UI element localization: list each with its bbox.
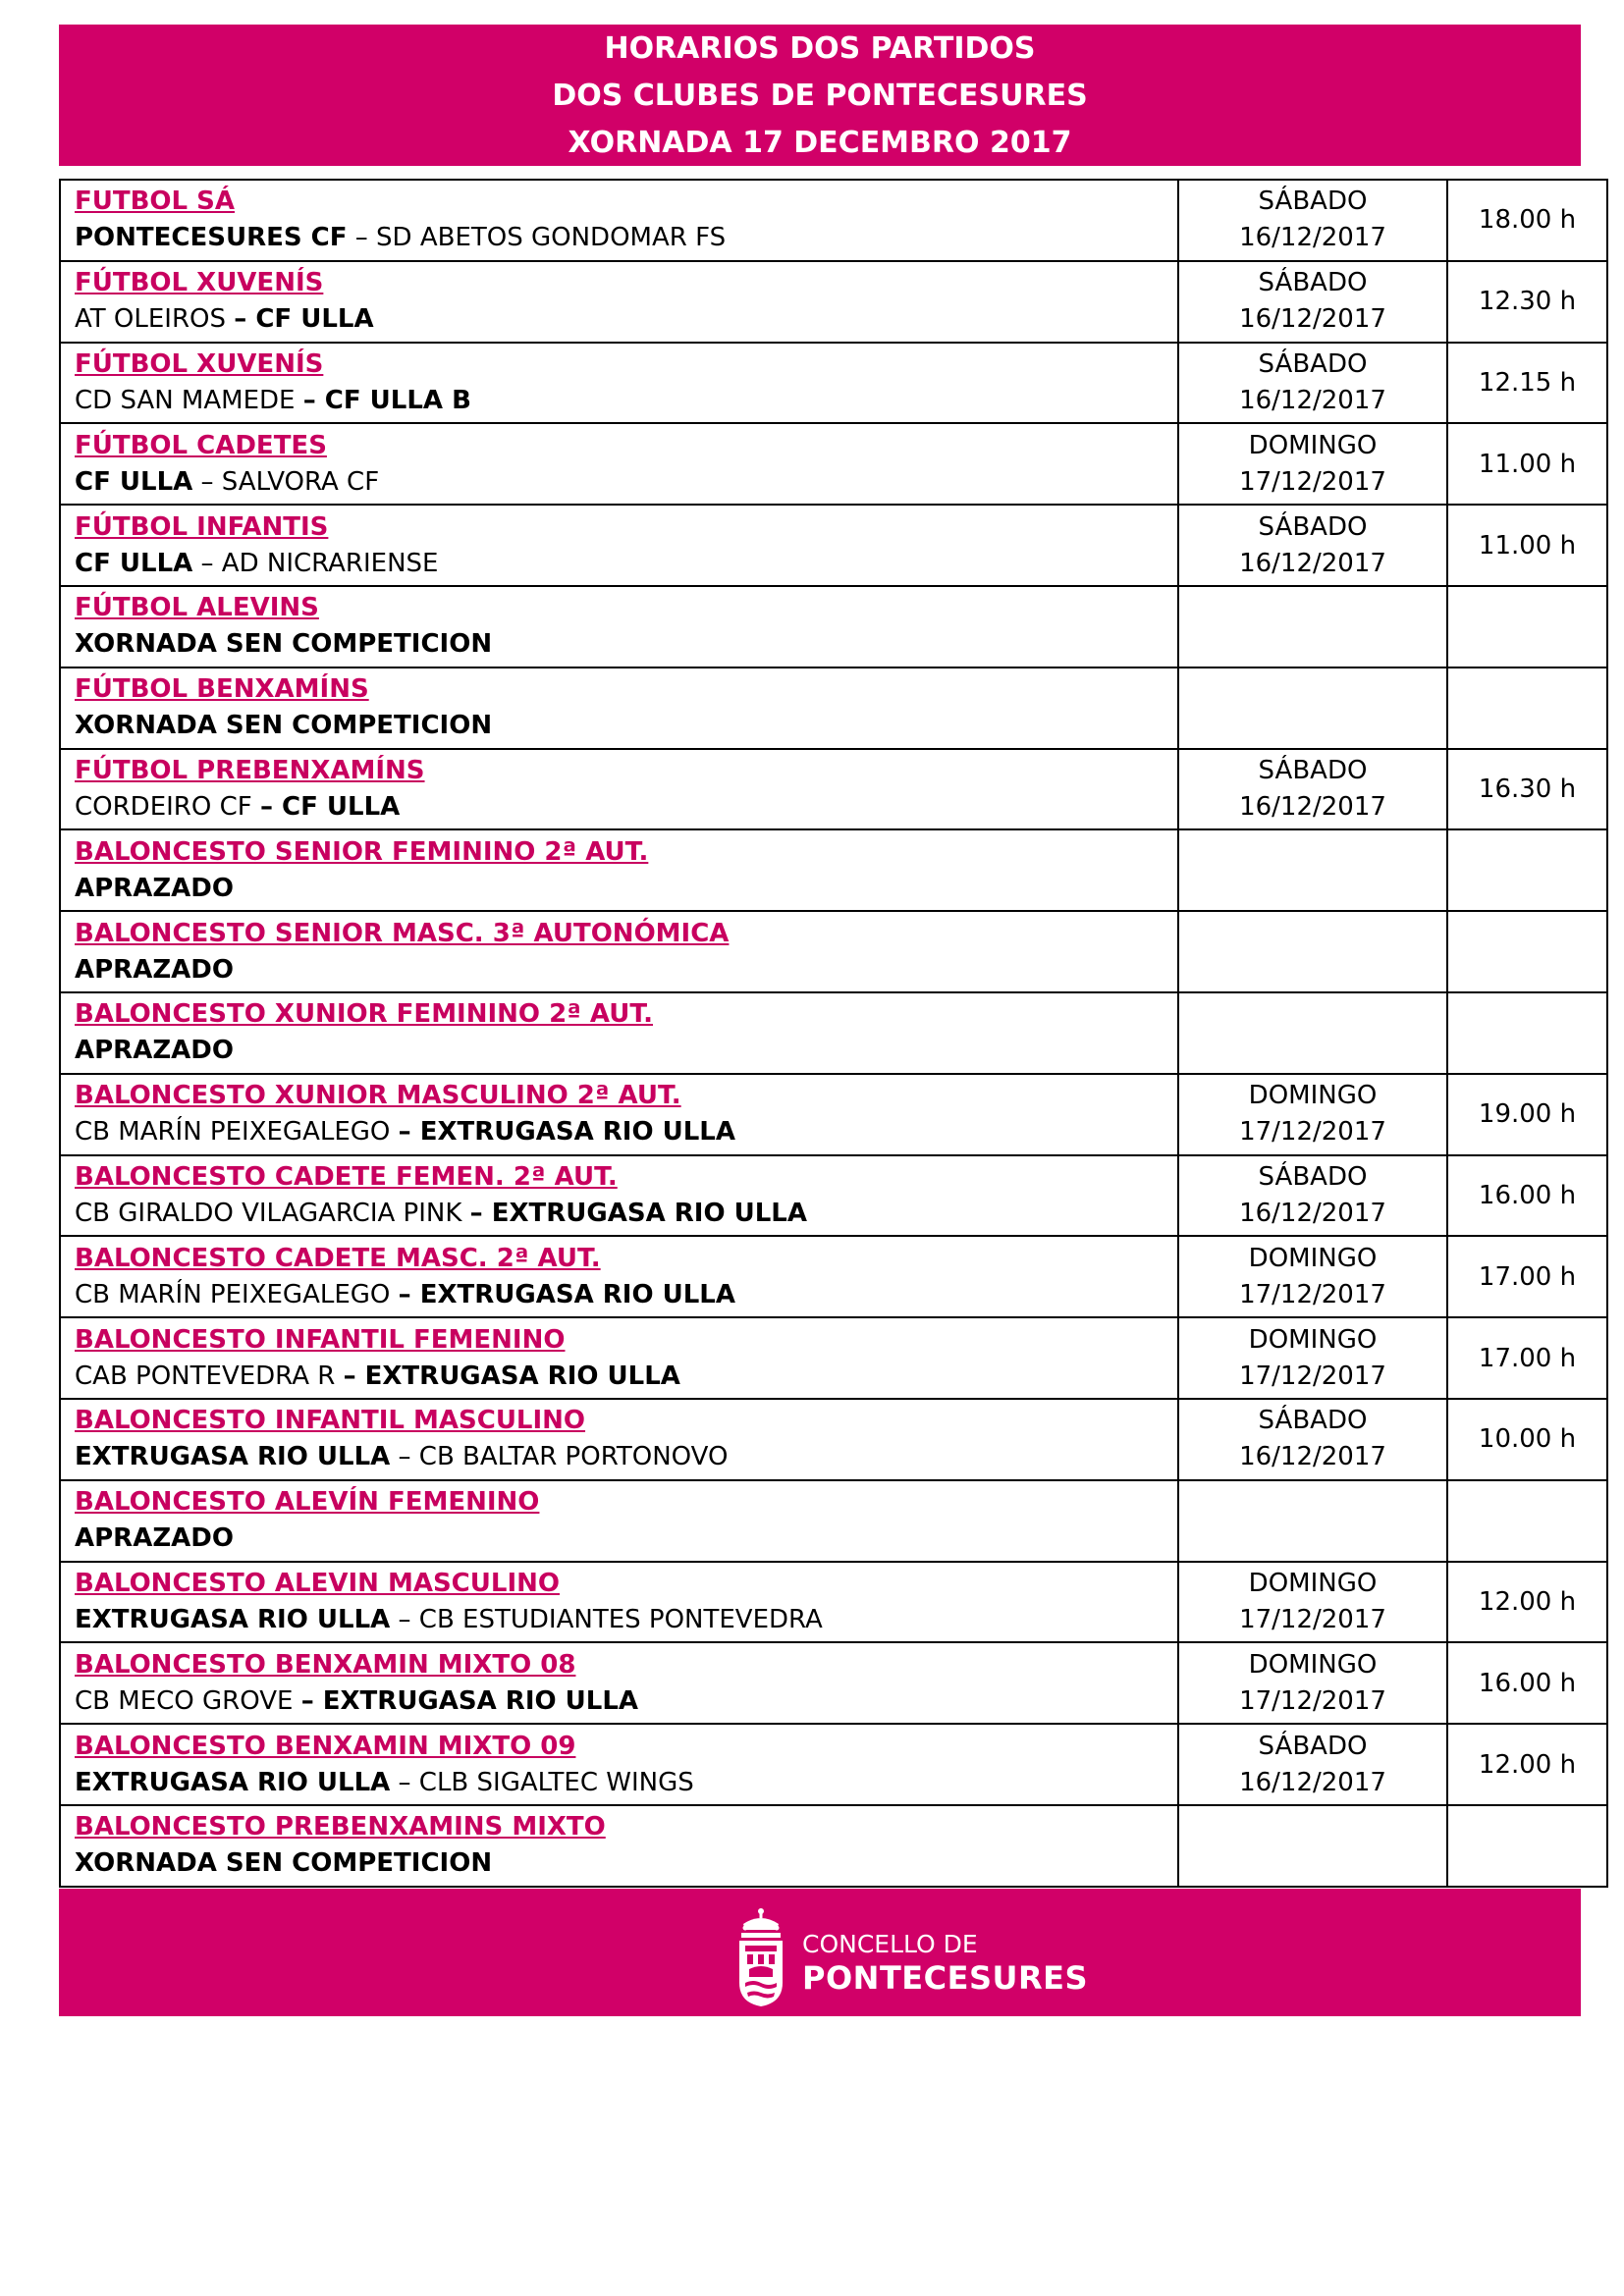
day-date-cell <box>1178 1155 1447 1237</box>
teams-text <box>75 546 1177 582</box>
match-cell <box>60 992 1178 1074</box>
footer-council-name <box>802 1930 1088 1997</box>
day-date-cell <box>1178 1399 1447 1480</box>
category-link[interactable]: FÚTBOL BENXAMÍNS <box>75 674 369 705</box>
team-segment: – EXTRUGASA RIO ULLA <box>343 1361 680 1391</box>
teams-text <box>75 1683 1177 1720</box>
weekday-text: DOMINGO <box>1248 1324 1378 1355</box>
match-cell <box>60 1236 1178 1317</box>
teams-text <box>75 708 1177 744</box>
date-text: 16/12/2017 <box>1239 1198 1386 1228</box>
match-cell <box>60 1317 1178 1399</box>
time-cell <box>1447 1805 1607 1887</box>
match-cell <box>60 1074 1178 1155</box>
table-row <box>60 1562 1607 1643</box>
match-cell <box>60 505 1178 586</box>
category-link[interactable]: FÚTBOL INFANTIS <box>75 511 329 542</box>
team-segment: CB GIRALDO VILAGARCIA PINK <box>75 1198 470 1228</box>
match-cell <box>60 829 1178 911</box>
teams-text <box>75 871 1177 907</box>
table-row <box>60 749 1607 830</box>
team-segment: – AD NICRARIENSE <box>192 548 439 578</box>
weekday-text: SÁBADO <box>1258 1406 1368 1436</box>
day-date-cell <box>1178 829 1447 911</box>
teams-text <box>75 1277 1177 1313</box>
category-link[interactable]: FÚTBOL XUVENÍS <box>75 268 324 298</box>
date-text: 16/12/2017 <box>1239 791 1386 822</box>
team-segment: PONTECESURES CF <box>75 223 348 253</box>
table-row <box>60 505 1607 586</box>
teams-text <box>75 383 1177 419</box>
date-text: 16/12/2017 <box>1239 223 1386 253</box>
teams-text <box>75 1521 1177 1557</box>
time-cell: 11.00 h <box>1447 423 1607 505</box>
date-text: 17/12/2017 <box>1239 1117 1386 1148</box>
date-text: 16/12/2017 <box>1239 548 1386 578</box>
teams-text <box>75 1196 1177 1232</box>
header-banner <box>59 25 1581 166</box>
match-cell <box>60 586 1178 667</box>
team-segment: CORDEIRO CF <box>75 791 260 822</box>
team-segment: – EXTRUGASA RIO ULLA <box>469 1198 807 1228</box>
weekday-text: SÁBADO <box>1258 1161 1368 1192</box>
team-segment: EXTRUGASA RIO ULLA <box>75 1442 391 1472</box>
date-text: 16/12/2017 <box>1239 304 1386 335</box>
footer-line1: CONCELLO DE <box>802 1930 978 1958</box>
time-cell: 12.00 h <box>1447 1562 1607 1643</box>
match-cell <box>60 667 1178 749</box>
weekday-text: DOMINGO <box>1248 1081 1378 1111</box>
date-text: 16/12/2017 <box>1239 1767 1386 1797</box>
team-segment: CB MARÍN PEIXEGALEGO <box>75 1117 399 1148</box>
day-date-cell <box>1178 1480 1447 1562</box>
team-segment: EXTRUGASA RIO ULLA <box>75 1767 391 1797</box>
time-cell: 19.00 h <box>1447 1074 1607 1155</box>
team-segment: – SALVORA CF <box>192 466 380 497</box>
date-text: 17/12/2017 <box>1239 466 1386 497</box>
time-cell: 12.15 h <box>1447 343 1607 424</box>
time-cell: 16.00 h <box>1447 1155 1607 1237</box>
category-link[interactable]: FÚTBOL CADETES <box>75 430 327 460</box>
match-cell <box>60 423 1178 505</box>
team-segment: CD SAN MAMEDE <box>75 385 303 415</box>
table-row <box>60 1724 1607 1805</box>
time-cell: 12.30 h <box>1447 261 1607 343</box>
table-row <box>60 1399 1607 1480</box>
time-cell: 18.00 h <box>1447 180 1607 261</box>
day-date-cell <box>1178 261 1447 343</box>
team-segment: CB MARÍN PEIXEGALEGO <box>75 1279 399 1309</box>
match-cell <box>60 1562 1178 1643</box>
category-link[interactable]: BALONCESTO ALEVIN MASCULINO <box>75 1568 560 1598</box>
time-cell: 16.00 h <box>1447 1642 1607 1724</box>
day-date-cell <box>1178 911 1447 992</box>
weekday-text: SÁBADO <box>1258 1731 1368 1761</box>
header-title-line1: HORARIOS DOS PARTIDOS <box>604 31 1036 66</box>
team-segment: CAB PONTEVEDRA R <box>75 1361 344 1391</box>
match-cell <box>60 1155 1178 1237</box>
category-link[interactable]: BALONCESTO BENXAMIN MIXTO 08 <box>75 1649 576 1680</box>
team-segment: – CF ULLA <box>259 791 401 822</box>
teams-text <box>75 301 1177 338</box>
teams-text <box>75 1359 1177 1395</box>
table-row <box>60 911 1607 992</box>
category-link[interactable]: BALONCESTO SENIOR MASC. 3ª AUTONÓMICA <box>75 918 730 948</box>
category-link[interactable]: FÚTBOL PREBENXAMÍNS <box>75 755 425 785</box>
team-segment: – EXTRUGASA RIO ULLA <box>398 1279 735 1309</box>
category-link[interactable]: FÚTBOL ALEVINS <box>75 593 319 623</box>
footer-line2: PONTECESURES <box>802 1959 1089 1997</box>
teams-text <box>75 220 1177 256</box>
weekday-text: DOMINGO <box>1248 1568 1378 1598</box>
time-cell: 10.00 h <box>1447 1399 1607 1480</box>
town-crest-icon <box>731 1906 790 2009</box>
team-segment: AT OLEIROS <box>75 304 235 335</box>
team-segment: APRAZADO <box>75 1523 234 1554</box>
time-cell: 17.00 h <box>1447 1236 1607 1317</box>
team-segment: XORNADA SEN COMPETICION <box>75 1848 493 1879</box>
table-row <box>60 992 1607 1074</box>
day-date-cell <box>1178 1317 1447 1399</box>
table-row <box>60 180 1607 261</box>
date-text: 16/12/2017 <box>1239 385 1386 415</box>
time-cell <box>1447 667 1607 749</box>
time-cell: 16.30 h <box>1447 749 1607 830</box>
day-date-cell <box>1178 1642 1447 1724</box>
day-date-cell <box>1178 749 1447 830</box>
date-text: 17/12/2017 <box>1239 1604 1386 1634</box>
team-segment: – CB BALTAR PORTONOVO <box>390 1442 729 1472</box>
match-cell <box>60 1724 1178 1805</box>
team-segment: – EXTRUGASA RIO ULLA <box>300 1685 639 1716</box>
day-date-cell <box>1178 505 1447 586</box>
weekday-text: SÁBADO <box>1258 348 1368 379</box>
day-date-cell <box>1178 1724 1447 1805</box>
category-link[interactable]: BALONCESTO ALEVÍN FEMENINO <box>75 1487 540 1518</box>
category-link[interactable]: BALONCESTO XUNIOR MASCULINO 2ª AUT. <box>75 1081 681 1111</box>
date-text: 16/12/2017 <box>1239 1442 1386 1472</box>
schedule-body <box>60 180 1607 1887</box>
date-text: 17/12/2017 <box>1239 1279 1386 1309</box>
table-row <box>60 1155 1607 1237</box>
time-cell <box>1447 911 1607 992</box>
match-cell <box>60 180 1178 261</box>
team-segment: CB MECO GROVE <box>75 1685 301 1716</box>
team-segment: XORNADA SEN COMPETICION <box>75 629 493 660</box>
category-link[interactable]: FÚTBOL XUVENÍS <box>75 348 324 379</box>
team-segment: – SD ABETOS GONDOMAR FS <box>347 223 727 253</box>
header-title-line3: XORNADA 17 DECEMBRO 2017 <box>568 126 1072 160</box>
team-segment: – CF ULLA <box>234 304 374 335</box>
category-link[interactable]: FUTBOL SÁ <box>75 187 235 217</box>
weekday-text: SÁBADO <box>1258 187 1368 217</box>
category-link[interactable]: BALONCESTO CADETE MASC. 2ª AUT. <box>75 1243 601 1273</box>
team-segment: APRAZADO <box>75 954 234 985</box>
table-row <box>60 667 1607 749</box>
team-segment: APRAZADO <box>75 1036 234 1066</box>
category-link[interactable]: BALONCESTO CADETE FEMEN. 2ª AUT. <box>75 1161 618 1192</box>
time-cell <box>1447 1480 1607 1562</box>
table-row <box>60 261 1607 343</box>
teams-text <box>75 1765 1177 1801</box>
table-row <box>60 343 1607 424</box>
match-cell <box>60 1399 1178 1480</box>
weekday-text: DOMINGO <box>1248 1649 1378 1680</box>
day-date-cell <box>1178 1236 1447 1317</box>
weekday-text: SÁBADO <box>1258 755 1368 785</box>
day-date-cell <box>1178 343 1447 424</box>
category-link[interactable]: BALONCESTO SENIOR FEMININO 2ª AUT. <box>75 836 649 867</box>
day-date-cell <box>1178 1805 1447 1887</box>
weekday-text: SÁBADO <box>1258 511 1368 542</box>
weekday-text: SÁBADO <box>1258 268 1368 298</box>
category-link[interactable]: BALONCESTO INFANTIL MASCULINO <box>75 1406 586 1436</box>
date-text: 17/12/2017 <box>1239 1361 1386 1391</box>
team-segment: APRAZADO <box>75 873 234 903</box>
teams-text <box>75 1439 1177 1475</box>
category-link[interactable]: BALONCESTO PREBENXAMINS MIXTO <box>75 1812 606 1842</box>
date-text: 17/12/2017 <box>1239 1685 1386 1716</box>
day-date-cell <box>1178 1074 1447 1155</box>
weekday-text: DOMINGO <box>1248 1243 1378 1273</box>
match-cell <box>60 343 1178 424</box>
match-cell <box>60 1805 1178 1887</box>
table-row <box>60 1480 1607 1562</box>
match-cell <box>60 911 1178 992</box>
day-date-cell <box>1178 992 1447 1074</box>
match-cell <box>60 1480 1178 1562</box>
table-row <box>60 1074 1607 1155</box>
team-segment: – CF ULLA B <box>302 385 471 415</box>
match-schedule-table <box>59 179 1608 1888</box>
category-link[interactable]: BALONCESTO BENXAMIN MIXTO 09 <box>75 1731 576 1761</box>
time-cell <box>1447 992 1607 1074</box>
day-date-cell <box>1178 1562 1447 1643</box>
match-cell <box>60 1642 1178 1724</box>
teams-text <box>75 626 1177 663</box>
time-cell <box>1447 829 1607 911</box>
team-segment: XORNADA SEN COMPETICION <box>75 711 493 741</box>
time-cell: 12.00 h <box>1447 1724 1607 1805</box>
table-row <box>60 423 1607 505</box>
day-date-cell <box>1178 423 1447 505</box>
teams-text <box>75 1845 1177 1882</box>
table-row <box>60 1642 1607 1724</box>
header-title-line2: DOS CLUBES DE PONTECESURES <box>552 79 1088 113</box>
match-cell <box>60 749 1178 830</box>
category-link[interactable]: BALONCESTO INFANTIL FEMENINO <box>75 1324 566 1355</box>
category-link[interactable]: BALONCESTO XUNIOR FEMININO 2ª AUT. <box>75 999 653 1030</box>
time-cell <box>1447 586 1607 667</box>
day-date-cell <box>1178 180 1447 261</box>
table-row <box>60 1317 1607 1399</box>
table-row <box>60 1805 1607 1887</box>
team-segment: – CLB SIGALTEC WINGS <box>390 1767 694 1797</box>
teams-text <box>75 1033 1177 1069</box>
day-date-cell <box>1178 667 1447 749</box>
table-row <box>60 1236 1607 1317</box>
weekday-text: DOMINGO <box>1248 430 1378 460</box>
time-cell: 11.00 h <box>1447 505 1607 586</box>
teams-text <box>75 1114 1177 1150</box>
table-row <box>60 829 1607 911</box>
teams-text <box>75 789 1177 826</box>
teams-text <box>75 952 1177 988</box>
team-segment: EXTRUGASA RIO ULLA <box>75 1604 391 1634</box>
teams-text <box>75 464 1177 501</box>
team-segment: – CB ESTUDIANTES PONTEVEDRA <box>390 1604 823 1634</box>
match-cell <box>60 261 1178 343</box>
team-segment: – EXTRUGASA RIO ULLA <box>398 1117 735 1148</box>
time-cell: 17.00 h <box>1447 1317 1607 1399</box>
team-segment: CF ULLA <box>75 548 193 578</box>
team-segment: CF ULLA <box>75 466 193 497</box>
table-row <box>60 586 1607 667</box>
day-date-cell <box>1178 586 1447 667</box>
teams-text <box>75 1602 1177 1638</box>
